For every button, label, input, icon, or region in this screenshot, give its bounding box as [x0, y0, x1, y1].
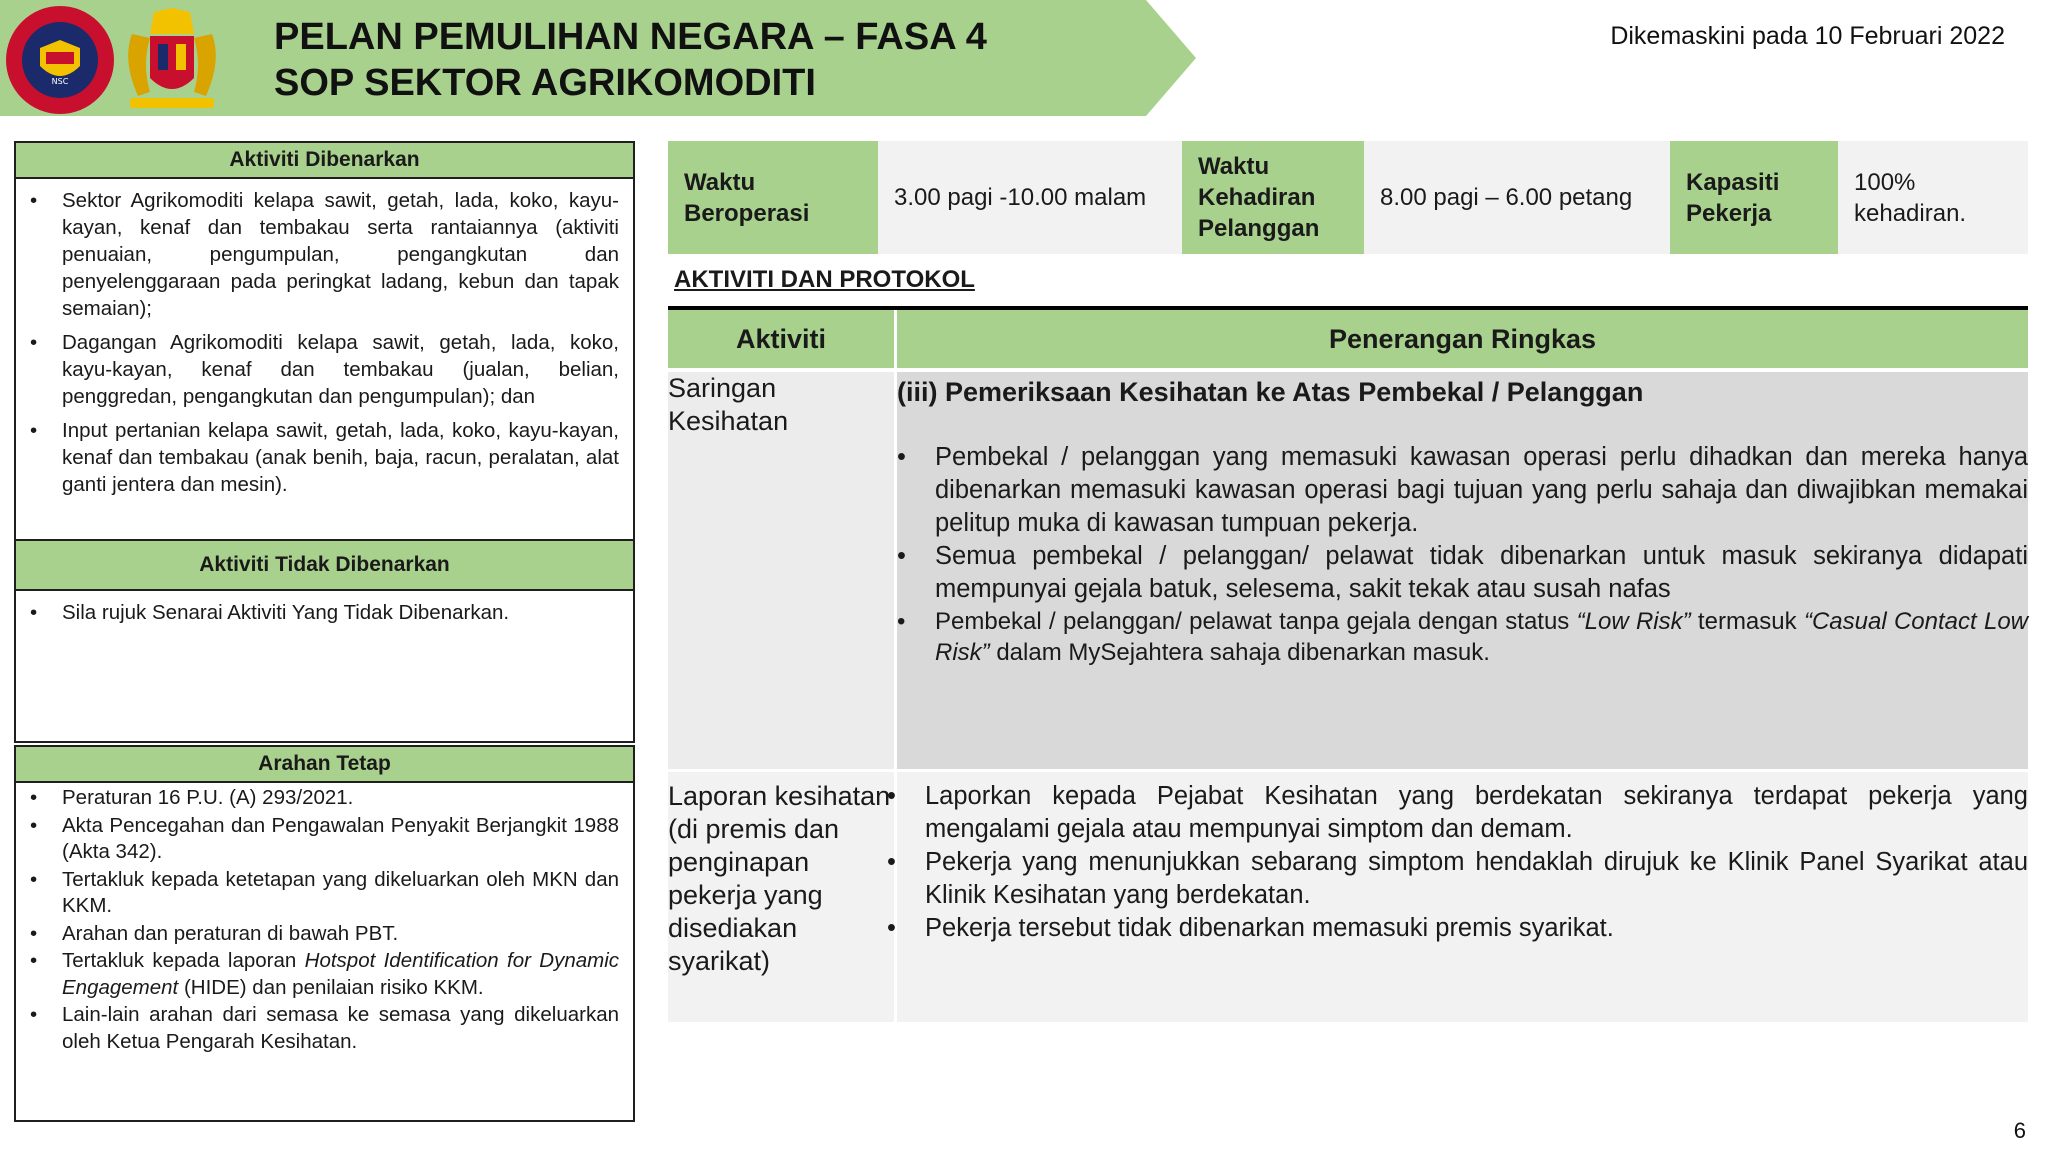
operating-hours-value: 3.00 pagi -10.00 malam — [878, 141, 1182, 254]
standing-orders-box — [14, 745, 635, 1122]
section-title: AKTIVITI DAN PROTOKOL — [674, 266, 975, 293]
not-allowed-box — [14, 539, 635, 743]
header-logos — [4, 4, 254, 116]
activity-label: Saringan Kesihatan — [668, 373, 789, 436]
description-list — [887, 780, 2028, 945]
row-subheading: (iii) Pemeriksaan Kesihatan ke Atas Pembekal / Pelanggan — [897, 377, 1644, 407]
description-column-header: Penerangan Ringkas — [897, 310, 2028, 368]
list-item: • Input pertanian kelapa sawit, getah, lada, koko, kayu-kayan, kenaf dan tembakau (anak benih, baja, racun, peralatan, alat ganti jentera dan mesin). — [16, 417, 619, 498]
list-item: • Pekerja tersebut tidak dibenarkan memasuki premis syarikat. — [887, 912, 2028, 945]
activity-label: Laporan kesihatan (di premis dan penginapan pekerja yang disediakan syarikat) — [668, 781, 891, 976]
list-item: • Sila rujuk Senarai Aktiviti Yang Tidak Dibenarkan. — [16, 599, 619, 626]
list-item: • Lain-lain arahan dari semasa ke semasa yang dikeluarkan oleh Ketua Pengarah Kesihatan. — [16, 1002, 619, 1055]
table-row-activity — [668, 772, 894, 1022]
list-item: • Pembekal / pelanggan yang memasuki kawasan operasi perlu dihadkan dan mereka hanya dibenarkan memasuki kawasan operasi bagi tujuan yang perlu sahaja dan diwajibkan memakai pelitup muka di kawasan tumpuan pekerja. — [897, 441, 2028, 540]
worker-capacity-label: Kapasiti Pekerja — [1670, 141, 1838, 254]
nsc-logo — [6, 6, 114, 114]
casual-contact-text: “Casual Contact Low Risk” — [935, 608, 2029, 666]
activity-column-header: Aktiviti — [668, 310, 894, 368]
page-subtitle: SOP SEKTOR AGRIKOMODITI — [274, 62, 816, 104]
not-allowed-list — [16, 591, 633, 626]
list-item — [16, 948, 619, 1001]
hide-text-italic: Hotspot Identification for Dynamic Engagement — [62, 949, 620, 999]
table-row-description — [897, 772, 2028, 1022]
list-item: • Peraturan 16 P.U. (A) 293/2021. — [16, 785, 619, 812]
customer-hours-value: 8.00 pagi – 6.00 petang — [1364, 141, 1670, 254]
low-risk-text: “Low Risk” — [1576, 608, 1691, 635]
nsc-logo-text: NSC — [51, 77, 69, 86]
list-item: • Akta Pencegahan dan Pengawalan Penyakit Berjangkit 1988 (Akta 342). — [16, 813, 619, 866]
list-item: • Tertakluk kepada ketetapan yang dikeluarkan oleh MKN dan KKM. — [16, 867, 619, 920]
status-text-1: Pembekal / pelanggan/ pelawat tanpa gejala dengan status — [935, 608, 1577, 635]
list-item — [897, 606, 2028, 668]
allowed-activities-heading: Aktiviti Dibenarkan — [16, 143, 633, 179]
list-item: • Arahan dan peraturan di bawah PBT. — [16, 921, 619, 948]
hide-text-prefix: Tertakluk kepada laporan — [62, 949, 305, 972]
description-list — [897, 441, 2028, 668]
standing-orders-heading: Arahan Tetap — [16, 747, 633, 783]
customer-hours-label: Waktu Kehadiran Pelanggan — [1182, 141, 1364, 254]
status-text-2: termasuk — [1690, 608, 1804, 635]
list-item: • Sektor Agrikomoditi kelapa sawit, getah, lada, koko, kayu-kayan, kenaf dan tembakau serta rantaiannya (aktiviti penuaian, pengumpulan, pengangkutan dan penyelenggaraan pada peringkat ladang, kebun dan tapak semaian); — [16, 187, 619, 322]
worker-capacity-value: 100% kehadiran. — [1838, 141, 2028, 254]
table-row-activity — [668, 372, 894, 769]
list-item: • Laporkan kepada Pejabat Kesihatan yang berdekatan sekiranya terdapat pekerja yang mengalami gejala atau mempunyai simptom dan demam. — [887, 780, 2028, 846]
status-text-3: dalam MySejahtera sahaja dibenarkan masuk. — [989, 639, 1490, 666]
operating-hours-label: Waktu Beroperasi — [668, 141, 878, 254]
list-item: • Pekerja yang menunjukkan sebarang simptom hendaklah dirujuk ke Klinik Panel Syarikat atau Klinik Kesihatan yang berdekatan. — [887, 846, 2028, 912]
allowed-activities-list — [16, 179, 633, 498]
not-allowed-heading: Aktiviti Tidak Dibenarkan — [16, 539, 633, 591]
updated-date: Dikemaskini pada 10 Februari 2022 — [1610, 22, 2005, 50]
standing-orders-list — [16, 783, 633, 1055]
page-number: 6 — [2013, 1118, 2026, 1143]
list-item: • Dagangan Agrikomoditi kelapa sawit, getah, lada, koko, kayu-kayan, kenaf dan tembakau (jualan, belian, penggredan, pengangkutan dan pengumpulan); dan — [16, 329, 619, 410]
allowed-activities-box — [14, 141, 635, 543]
table-row-description — [897, 372, 2028, 769]
malaysia-coat-of-arms — [128, 8, 216, 108]
page-title: PELAN PEMULIHAN NEGARA – FASA 4 — [274, 16, 987, 58]
hide-text-suffix: (HIDE) dan penilaian risiko KKM. — [178, 975, 484, 999]
list-item: • Semua pembekal / pelanggan/ pelawat tidak dibenarkan untuk masuk sekiranya didapati mempunyai gejala batuk, selesema, sakit tekak atau susah nafas — [897, 540, 2028, 606]
